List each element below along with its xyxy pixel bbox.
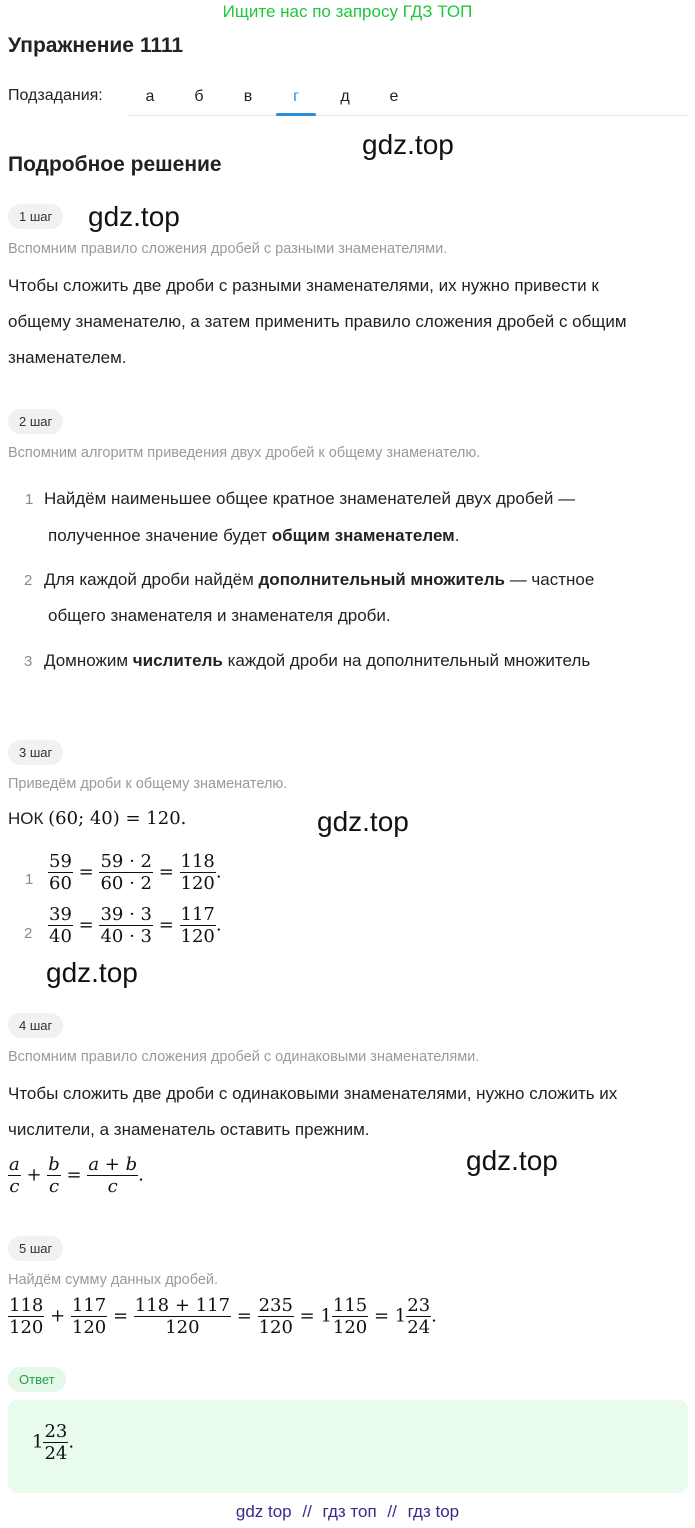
step-badge: 2 шаг [8, 409, 63, 434]
footer-links [0, 1502, 695, 1522]
tab-b[interactable]: б [194, 88, 204, 105]
step-hint: Приведём дроби к общему знаменателю. [8, 776, 288, 792]
list-item-line: Домножим числитель каждой дроби на дополнительный множитель [44, 651, 591, 670]
footer-link[interactable]: гдз top [407, 1502, 460, 1521]
fraction-equation-2: $\frac{39}{40}$ = $\frac{39 \cdot 3}{40 \cdot 3}$ = $\frac{117}{120}$ . [49, 904, 222, 947]
list-number: 1 [25, 491, 34, 508]
footer-link[interactable]: гдз топ [322, 1502, 377, 1521]
step-hint: Вспомним правило сложения дробей с разными знаменателями. [8, 241, 448, 257]
nok-value: (60; 40) = 120. [48, 808, 187, 829]
list-number: 2 [24, 925, 33, 942]
text-line: числители, а знаменатель оставить прежним. [8, 1120, 370, 1139]
list-item-line: Найдём наименьшее общее кратное знаменателей двух дробей — [44, 489, 576, 508]
list-number: 1 [25, 871, 34, 888]
step-badge: 3 шаг [8, 740, 63, 765]
sum-equation: $\frac{118}{120}$ + $\frac{117}{120}$ = $\frac{118 + 117}{120}$ = $\frac{235}{120}$ = 1 $\frac{115}{120}$ = 1 $\frac{23}{24}$ . [9, 1295, 437, 1338]
step-badge: 1 шаг [8, 204, 63, 229]
tab-g[interactable]: г [293, 88, 299, 105]
answer-value: 1 $\frac{23}{24}$ . [32, 1421, 75, 1464]
section-title: Подробное решение [8, 153, 222, 176]
subtasks-tabs [128, 84, 688, 116]
step-hint: Найдём сумму данных дробей. [8, 1272, 219, 1288]
step-badge: 5 шаг [8, 1236, 63, 1261]
watermark: gdz.top [362, 129, 454, 160]
active-tab-indicator [276, 113, 316, 116]
watermark: gdz.top [317, 806, 409, 837]
subtasks-label: Подзадания: [8, 87, 103, 104]
text-line: общему знаменателю, а затем применить правило сложения дробей с общим [8, 312, 627, 331]
addition-rule-formula: $\frac{a}{c}$ + $\frac{b}{c}$ = $\frac{a + b}{c}$ . [9, 1154, 144, 1197]
list-item-line: полученное значение будет общим знаменателем. [48, 526, 460, 545]
footer-separator: // [387, 1502, 397, 1521]
list-item-line: Для каждой дроби найдём дополнительный множитель — частное [44, 570, 595, 589]
list-number: 2 [24, 572, 33, 589]
nok-expression [8, 808, 186, 829]
tab-a[interactable]: а [145, 88, 155, 105]
step-badge: 4 шаг [8, 1013, 63, 1038]
step-text [8, 268, 688, 376]
text-line: Чтобы сложить две дроби с одинаковыми знаменателями, нужно сложить их [8, 1084, 618, 1103]
step-text [8, 1076, 688, 1148]
text-line: знаменателем. [8, 348, 127, 367]
watermark: gdz.top [46, 957, 138, 988]
watermark: gdz.top [88, 201, 180, 232]
footer-link[interactable]: gdz top [235, 1502, 292, 1521]
list-number: 3 [24, 653, 33, 670]
text-line: Чтобы сложить две дроби с разными знаменателями, их нужно привести к [8, 276, 599, 295]
watermark: gdz.top [466, 1145, 558, 1176]
answer-box [8, 1400, 688, 1493]
fraction-equation-1: $\frac{59}{60}$ = $\frac{59 \cdot 2}{60 \cdot 2}$ = $\frac{118}{120}$ . [49, 851, 222, 894]
answer-badge: Ответ [8, 1367, 66, 1392]
step-hint: Вспомним алгоритм приведения двух дробей к общему знаменателю. [8, 445, 481, 461]
tab-d[interactable]: д [340, 88, 350, 105]
tab-e[interactable]: е [389, 88, 399, 105]
list-item-line: общего знаменателя и знаменателя дроби. [48, 606, 391, 625]
tab-v[interactable]: в [243, 88, 253, 105]
footer-separator: // [302, 1502, 312, 1521]
page-title: Упражнение 1111 [8, 34, 184, 57]
step-hint: Вспомним правило сложения дробей с одинаковыми знаменателями. [8, 1049, 480, 1065]
nok-label: НОК [8, 809, 44, 828]
search-banner[interactable]: Ищите нас по запросу ГДЗ ТОП [222, 2, 473, 21]
